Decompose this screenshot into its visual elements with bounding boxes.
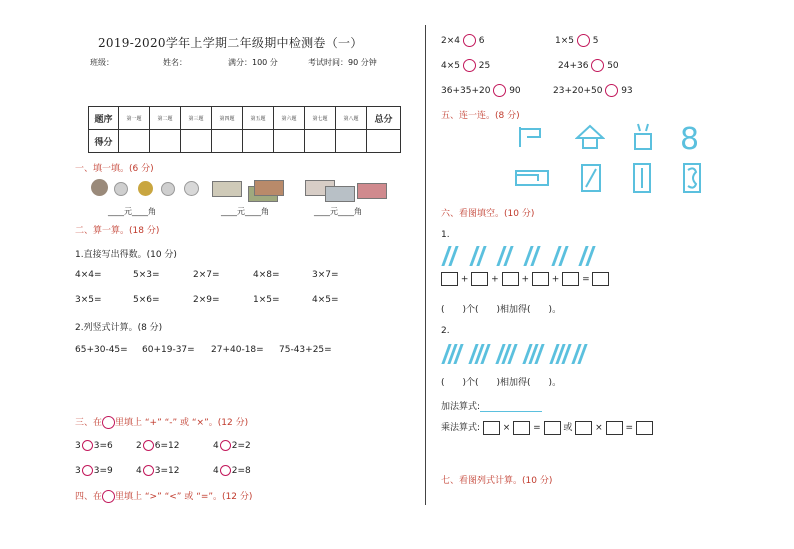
money-blank-2[interactable]: ____元____角 bbox=[221, 207, 269, 216]
question-header: 第七题 bbox=[305, 107, 336, 130]
calc-item: 1×5= bbox=[253, 295, 280, 305]
operator-item: 3 3=9 bbox=[75, 466, 113, 476]
section3-title: 三、在 里填上 “+” “-” 或 “×”。(12 分) bbox=[75, 418, 249, 428]
section5-title: 五、连一连。(8 分) bbox=[441, 111, 520, 121]
answer-circle[interactable] bbox=[493, 84, 506, 97]
question-header: 第六题 bbox=[274, 107, 305, 130]
operator-item: 4 2=8 bbox=[213, 466, 251, 476]
figure-top-1-icon bbox=[515, 125, 545, 149]
column-divider bbox=[425, 25, 426, 505]
score-cell[interactable] bbox=[212, 130, 243, 153]
answer-circle[interactable] bbox=[220, 465, 231, 476]
compare-item: 36+35+20 90 bbox=[441, 86, 521, 96]
operator-item: 4 2=2 bbox=[213, 441, 251, 451]
compare-item: 24+36 50 bbox=[558, 61, 619, 71]
answer-circle[interactable] bbox=[463, 59, 476, 72]
figure-top-2-icon bbox=[575, 124, 605, 150]
answer-circle[interactable] bbox=[220, 440, 231, 451]
calc-item: 3×5= bbox=[75, 295, 102, 305]
calc-item: 3×7= bbox=[312, 270, 339, 280]
score-cell[interactable] bbox=[305, 130, 336, 153]
answer-circle[interactable] bbox=[577, 34, 590, 47]
fill-sentence-1: ( )个( )相加得( )。 bbox=[441, 305, 562, 315]
calc-item: 4×5= bbox=[312, 295, 339, 305]
money-blank-1[interactable]: ____元____角 bbox=[108, 207, 156, 216]
compare-item: 4×5 25 bbox=[441, 61, 491, 71]
svg-text:8: 8 bbox=[680, 124, 700, 152]
score-cell[interactable] bbox=[336, 130, 367, 153]
total-cell[interactable] bbox=[367, 130, 401, 153]
section6-title: 六、看图填空。(10 分) bbox=[441, 209, 535, 219]
question-header: 第二题 bbox=[150, 107, 181, 130]
vertical-calc-item: 65+30-45= bbox=[75, 345, 128, 355]
score-cell[interactable] bbox=[181, 130, 212, 153]
compare-item: 1×5 5 bbox=[555, 36, 599, 46]
circle-icon bbox=[102, 416, 115, 429]
row-label-score: 得分 bbox=[89, 130, 119, 153]
page-title: 2019-2020学年上学期二年级期中检测卷（一） bbox=[98, 36, 363, 50]
vertical-calc-item: 75-43+25= bbox=[279, 345, 332, 355]
answer-circle[interactable] bbox=[143, 465, 154, 476]
question-1-label: 1. bbox=[441, 230, 450, 240]
row-label-order: 题序 bbox=[89, 107, 119, 130]
section2-sub1: 1.直接写出得数。(10 分) bbox=[75, 250, 177, 260]
question-header: 第八题 bbox=[336, 107, 367, 130]
circle-icon bbox=[102, 490, 115, 503]
operator-item: 3 3=6 bbox=[75, 441, 113, 451]
section2-title: 二、算一算。(18 分) bbox=[75, 226, 160, 236]
answer-circle[interactable] bbox=[591, 59, 604, 72]
time-label: 考试时间：90 分钟 bbox=[308, 58, 377, 67]
section4-title: 四、在 里填上 “>” “<” 或 “=”。(12 分) bbox=[75, 492, 253, 502]
figure-bottom-2-icon bbox=[580, 163, 602, 193]
compare-item: 2×4 6 bbox=[441, 36, 485, 46]
section7-title: 七、看图列式计算。(10 分) bbox=[441, 476, 553, 486]
figure-bottom-3-icon bbox=[632, 162, 652, 194]
addition-formula: 加法算式: bbox=[441, 399, 542, 412]
vertical-calc-item: 27+40-18= bbox=[211, 345, 264, 355]
score-cell[interactable] bbox=[243, 130, 274, 153]
calc-item: 2×7= bbox=[193, 270, 220, 280]
operator-item: 4 3=12 bbox=[136, 466, 180, 476]
figure-bottom-1-icon bbox=[514, 167, 550, 189]
section1-title: 一、填一填。(6 分) bbox=[75, 164, 154, 174]
calc-item: 2×9= bbox=[193, 295, 220, 305]
question-2-label: 2. bbox=[441, 326, 450, 336]
score-cell[interactable] bbox=[150, 130, 181, 153]
money-blank-3[interactable]: ____元____角 bbox=[314, 207, 362, 216]
compare-item: 23+20+50 93 bbox=[553, 86, 633, 96]
figure-top-4-icon bbox=[680, 124, 702, 152]
answer-circle[interactable] bbox=[82, 465, 93, 476]
question-header: 第五题 bbox=[243, 107, 274, 130]
question-header: 第三题 bbox=[181, 107, 212, 130]
score-cell[interactable] bbox=[274, 130, 305, 153]
question-header: 第一题 bbox=[119, 107, 150, 130]
section2-sub2: 2.列竖式计算。(8 分) bbox=[75, 323, 163, 333]
vertical-calc-item: 60+19-37= bbox=[142, 345, 195, 355]
calc-item: 5×6= bbox=[133, 295, 160, 305]
operator-item: 2 6=12 bbox=[136, 441, 180, 451]
score-table bbox=[88, 106, 401, 153]
total-header: 总分 bbox=[367, 107, 401, 130]
calc-item: 5×3= bbox=[133, 270, 160, 280]
calc-item: 4×4= bbox=[75, 270, 102, 280]
answer-circle[interactable] bbox=[82, 440, 93, 451]
calc-item: 4×8= bbox=[253, 270, 280, 280]
addition-boxes-1: + + + + = bbox=[441, 272, 609, 286]
answer-circle[interactable] bbox=[605, 84, 618, 97]
full-score-label: 满分：100 分 bbox=[228, 58, 278, 67]
figure-bottom-4-icon bbox=[682, 162, 702, 194]
class-label: 班级： bbox=[90, 58, 114, 67]
fill-sentence-2: ( )个( )相加得( )。 bbox=[441, 378, 562, 388]
question-header: 第四题 bbox=[212, 107, 243, 130]
answer-circle[interactable] bbox=[143, 440, 154, 451]
figure-top-3-icon bbox=[630, 122, 656, 152]
score-cell[interactable] bbox=[119, 130, 150, 153]
addition-answer-line[interactable] bbox=[480, 411, 542, 412]
name-label: 姓名： bbox=[163, 58, 187, 67]
multiplication-formula: 乘法算式: × = 或 × = bbox=[441, 420, 653, 435]
answer-circle[interactable] bbox=[463, 34, 476, 47]
